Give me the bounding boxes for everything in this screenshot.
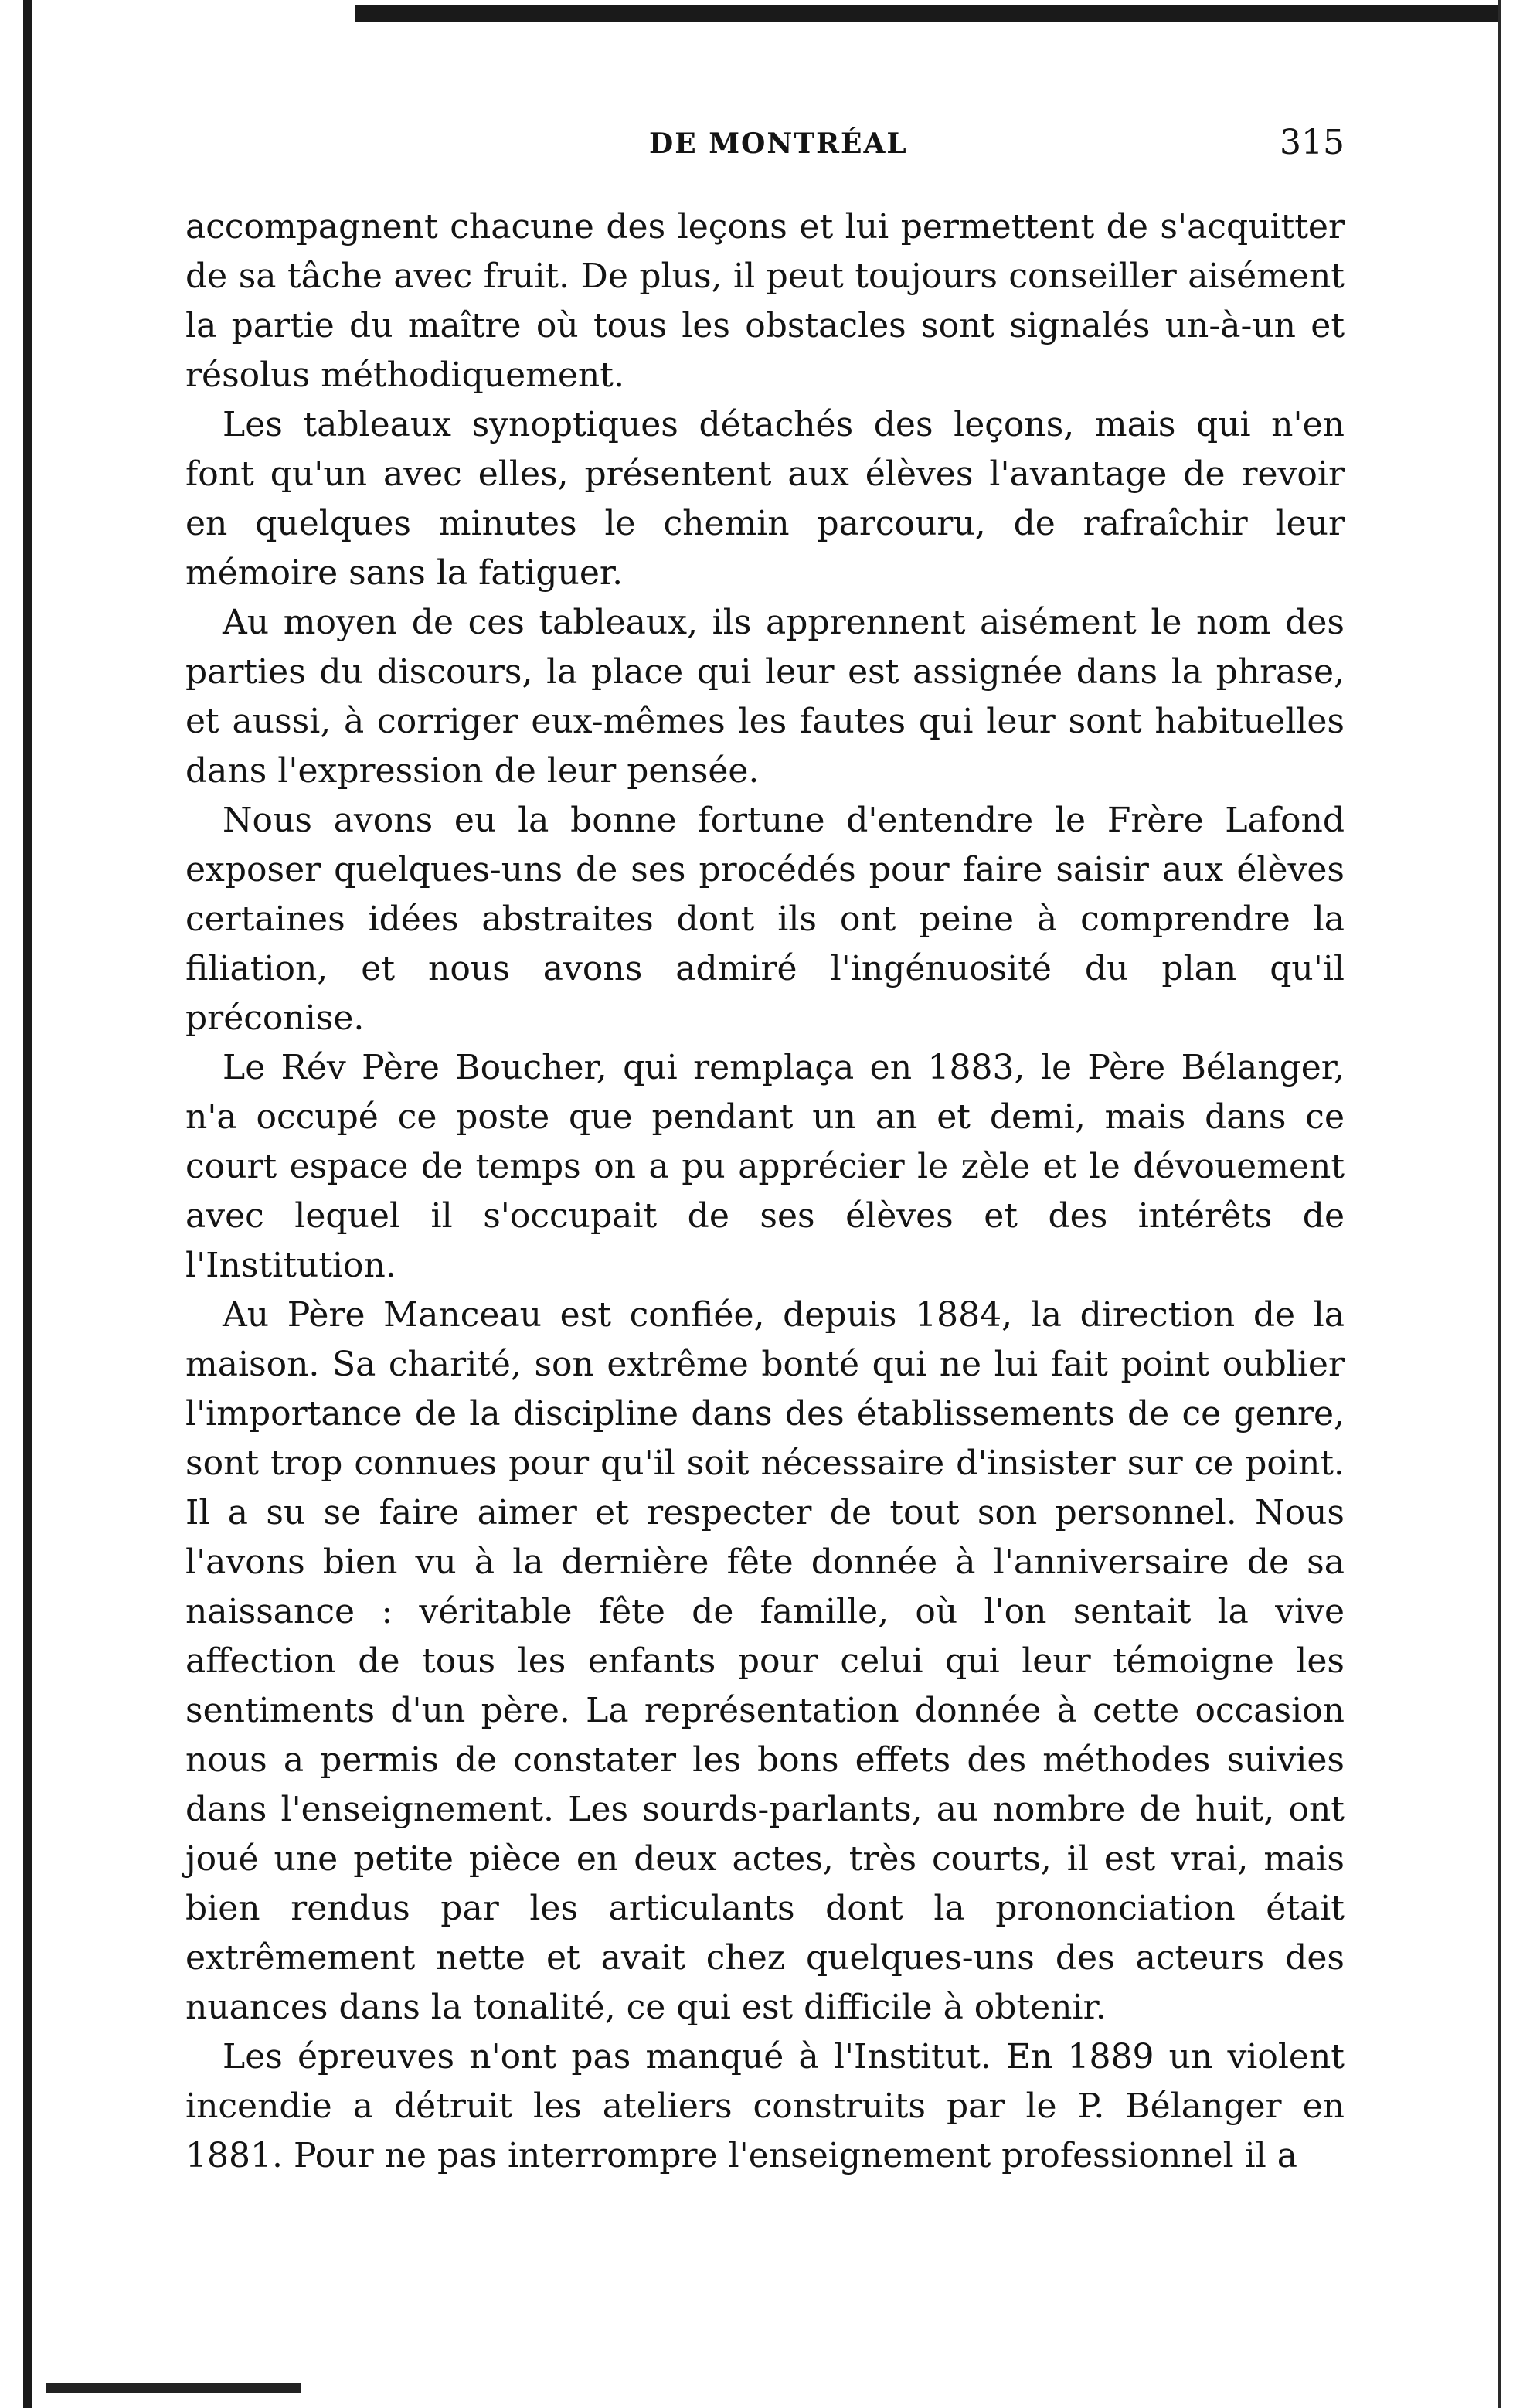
running-head: DE MONTRÉAL	[649, 128, 908, 160]
paragraph-5: Le Rév Père Boucher, qui remplaça en 1883, le Père Bélanger, n'a occupé ce poste que pendant un an et demi, mais dans ce court espace de temps on a pu apprécier le zèle et le dévouement avec lequel il s'occupait de ses élèves et des intérêts de l'Institution.	[185, 1048, 1345, 1285]
paragraph-2: Les tableaux synoptiques détachés des leçons, mais qui n'en font qu'un avec elles, présentent aux élèves l'avantage de revoir en quelques minutes le chemin parcouru, de rafraîchir leur mémoire sans la fatiguer.	[185, 405, 1345, 593]
paragraph-7: Les épreuves n'ont pas manqué à l'Institut. En 1889 un violent incendie a détruit les ateliers construits par le P. Bélanger en 1881. Pour ne pas interrompre l'enseignement professionnel il a	[185, 2037, 1345, 2175]
scan-edge-right	[1498, 0, 1501, 2408]
paragraph-6: Au Père Manceau est confiée, depuis 1884, la direction de la maison. Sa charité, son extrême bonté qui ne lui fait point oublier l'importance de la discipline dans des établissements de ce genre, sont trop connues pour qu'il soit nécessaire d'insister sur ce point. Il a su se faire aimer et respecter de tout son personnel. Nous l'avons bien vu à la dernière fête donnée à l'anniversaire de sa naissance : véritable fête de famille, où l'on sentait la vive affection de tous les enfants pour celui qui leur témoigne les sentiments d'un père. La représentation donnée à cette occasion nous a permis de constater les bons effets des méthodes suivies dans l'enseignement. Les sourds-parlants, au nombre de huit, ont joué une petite pièce en deux actes, très courts, il est vrai, mais bien rendus par les articulants dont la prononciation était extrêmement nette et avait chez quelques-uns des acteurs des nuances dans la tonalité, ce qui est difficile à obtenir.	[185, 1295, 1345, 2027]
scan-edge-left	[23, 0, 32, 2408]
page-number: 315	[1280, 123, 1345, 162]
paragraph-3: Au moyen de ces tableaux, ils apprennent aisément le nom des parties du discours, la place qui leur est assignée dans la phrase, et aussi, à corriger eux-mêmes les fautes qui leur sont habituelles dans l'expression de leur pensée.	[185, 603, 1345, 791]
paragraph-4: Nous avons eu la bonne fortune d'entendre le Frère Lafond exposer quelques-uns de ses procédés pour faire saisir aux élèves certaines idées abstraites dont ils ont peine à comprendre la filiation, et nous avons admiré l'ingénuosité du plan qu'il préconise.	[185, 801, 1345, 1038]
body-text	[185, 202, 1345, 2181]
scan-edge-bottom	[46, 2383, 301, 2393]
paragraph-1: accompagnent chacune des leçons et lui permettent de s'acquitter de sa tâche avec fruit. De plus, il peut toujours conseiller aisément la partie du maître où tous les obstacles sont signalés un-à-un et résolus méthodiquement.	[185, 207, 1345, 395]
page-header	[185, 123, 1345, 174]
scan-edge-top	[355, 5, 1499, 22]
